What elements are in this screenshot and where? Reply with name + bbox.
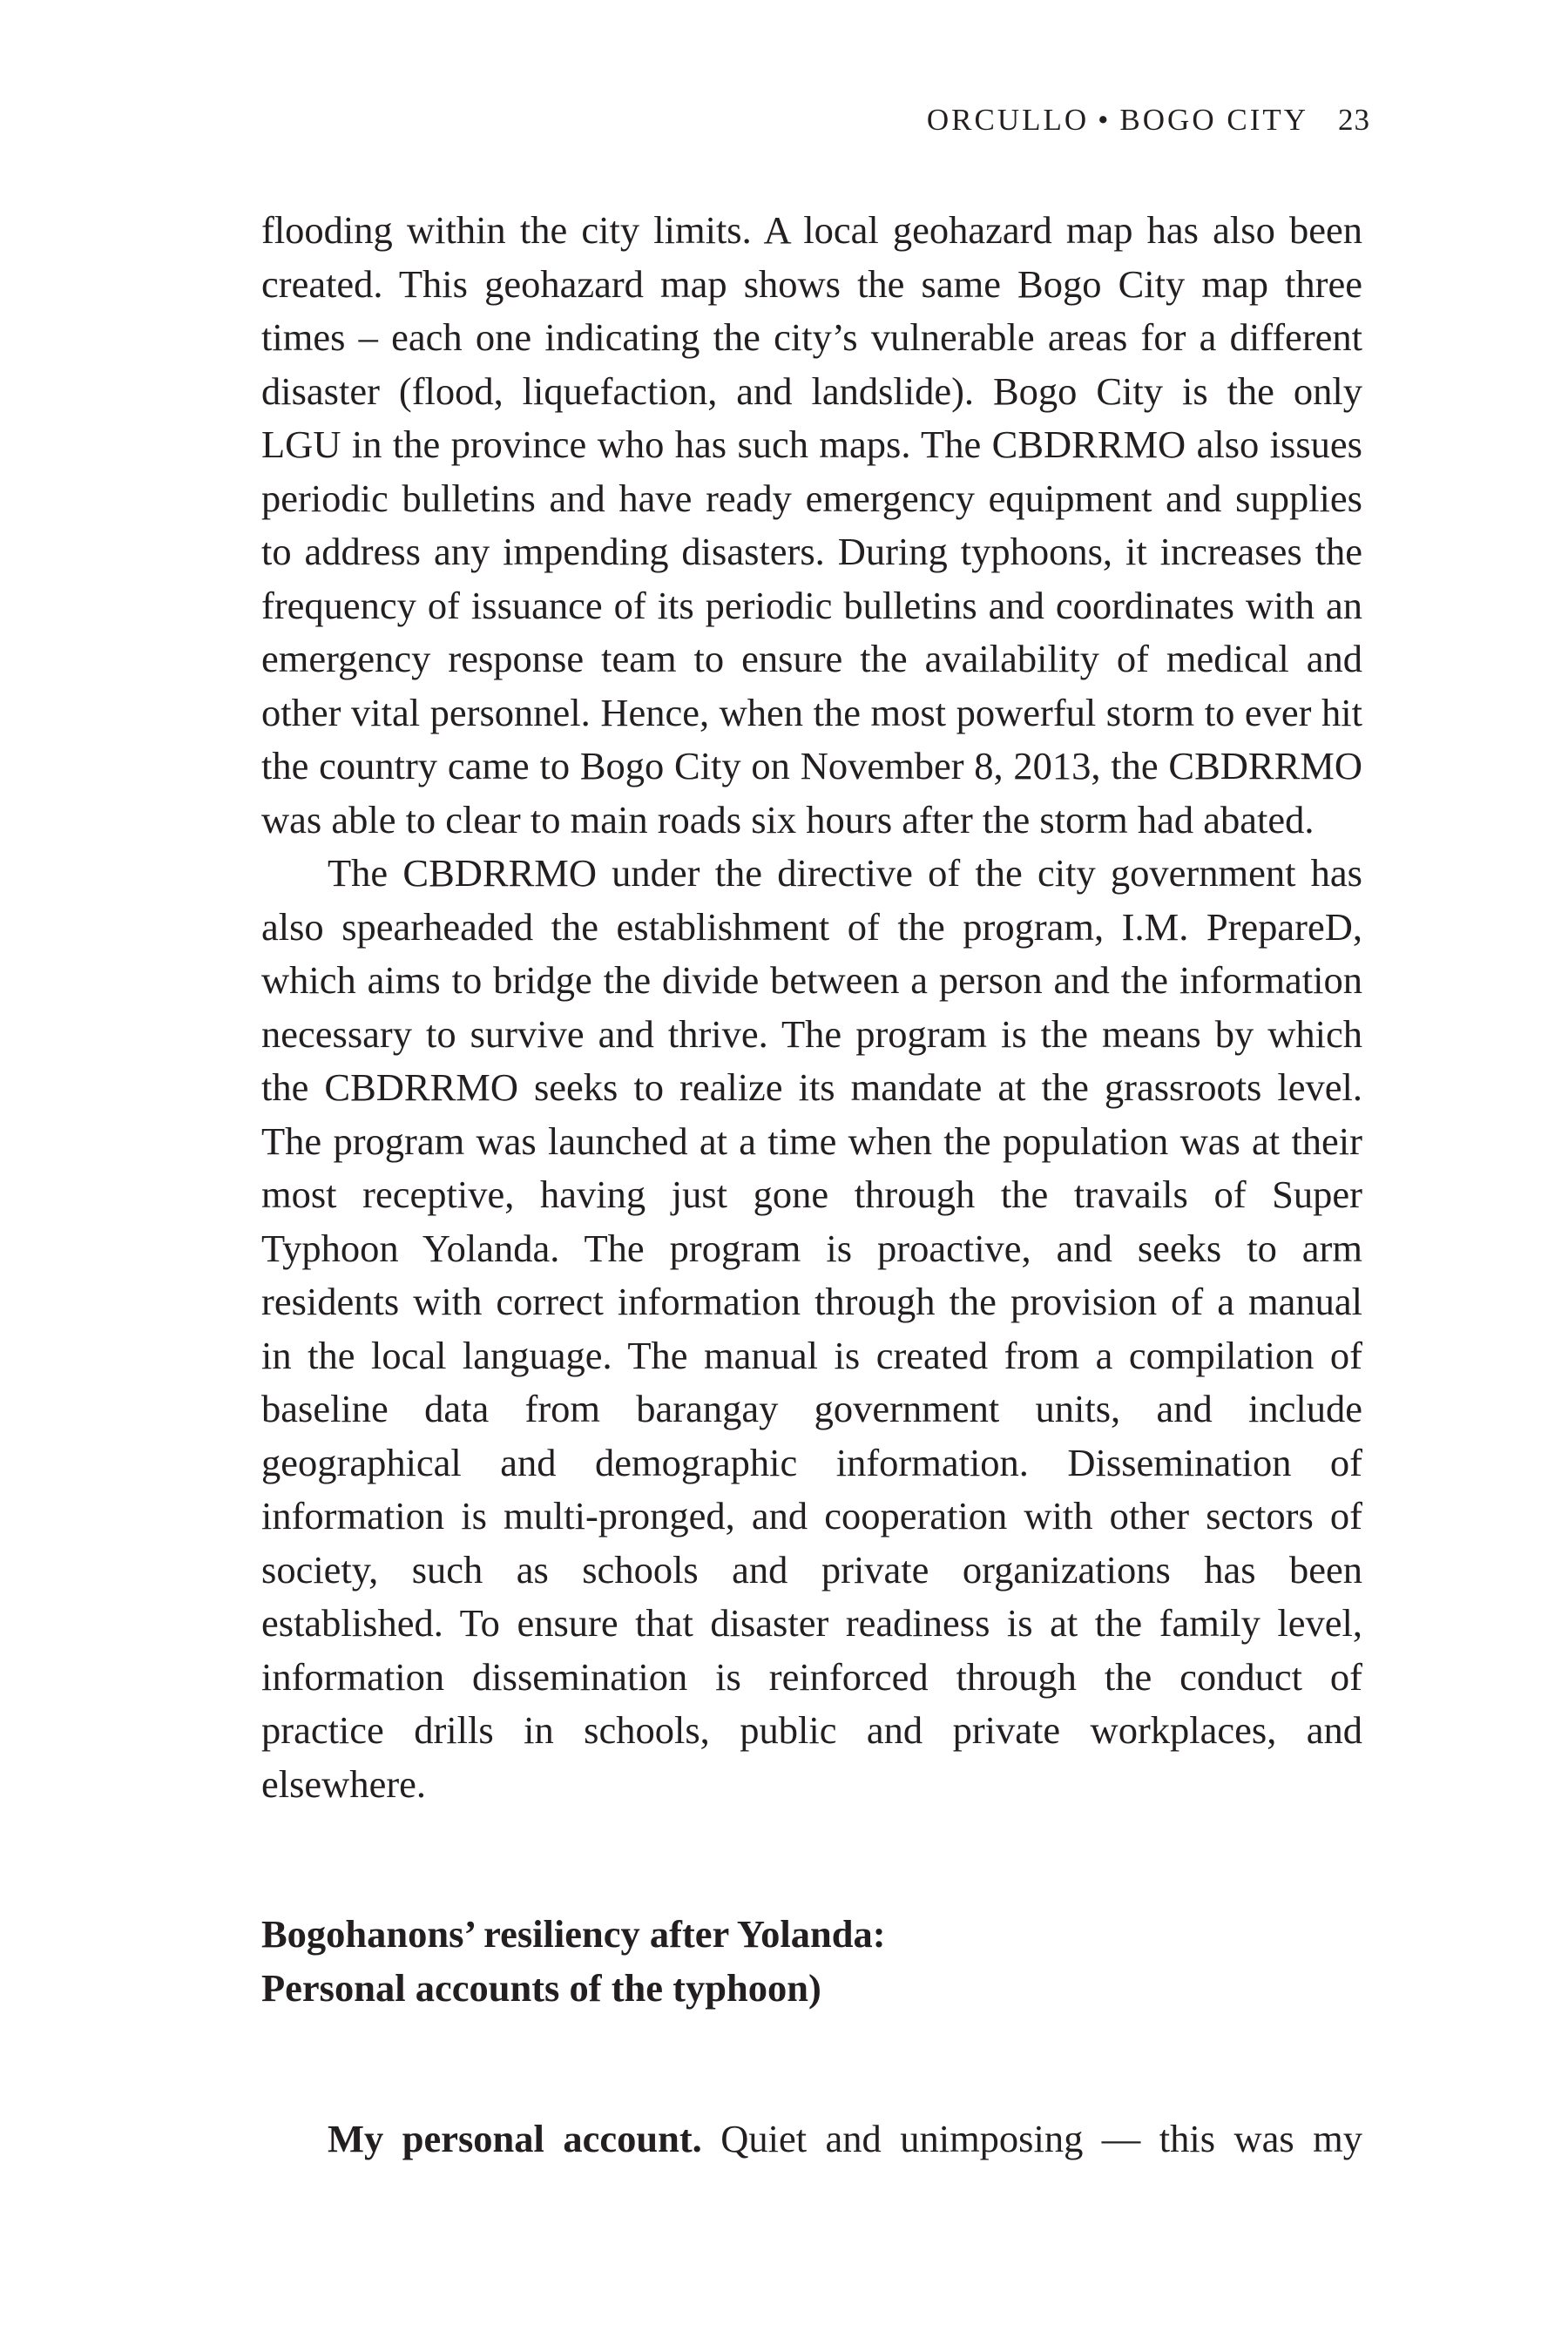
- running-header: [927, 103, 1370, 138]
- section-heading-line-1: Bogohanons’ resiliency after Yolanda:: [261, 1912, 886, 1956]
- header-author: ORCULLO: [926, 103, 1090, 137]
- body-text: [261, 204, 1362, 1811]
- section-heading-line-2: Personal accounts of the typhoon): [261, 1965, 821, 2010]
- header-separator: •: [1098, 103, 1112, 137]
- paragraph-continued: flooding within the city limits. A local geohazard map has also been created. This geohazard map shows the same Bogo City map three times – each one indicating the city’s vulnerable areas for a different disaster (flood, liquefaction, and landslide). Bogo City is the only LGU in the province who has such maps. The CBDRRMO also issues periodic bulletins and have ready emergency equipment and supplies to address any impending disasters. During typhoons, it increases the frequency of issuance of its periodic bulletins and coordinates with an emergency response team to ensure the availability of medical and other vital personnel. Hence, when the most powerful storm to ever hit the country came to Bogo City on November 8, 2013, the CBDRRMO was able to clear to main roads six hours after the storm had abated.: [261, 208, 1362, 841]
- subsection-text: Quiet and unimposing — this was my: [701, 2116, 1362, 2160]
- header-location: BOGO CITY: [1119, 103, 1308, 137]
- page-number: 23: [1338, 103, 1370, 137]
- subsection-lead: My personal account.: [328, 2116, 702, 2160]
- section-heading: [261, 1908, 1362, 2015]
- subsection-paragraph: [261, 2112, 1362, 2166]
- paragraph-program: The CBDRRMO under the directive of the city government has also spearheaded the establishment of the program, I.M. PrepareD, which aims to bridge the divide between a person and the information necessary to survive and thrive. The program is the means by which the CBDRRMO seeks to realize its mandate at the grassroots level. The program was launched at a time when the population was at their most receptive, having just gone through the travails of Super Typhoon Yolanda. The program is proactive, and seeks to arm residents with correct information through the provision of a manual in the local language. The manual is created from a compilation of baseline data from barangay government units, and include geographical and demographic information. Dissemination of information is multi-pronged, and cooperation with other sectors of society, such as schools and private organizations has been established. To ensure that disaster readiness is at the family level, information dissemination is reinforced through the conduct of practice drills in schools, public and private workplaces, and elsewhere.: [261, 851, 1362, 1806]
